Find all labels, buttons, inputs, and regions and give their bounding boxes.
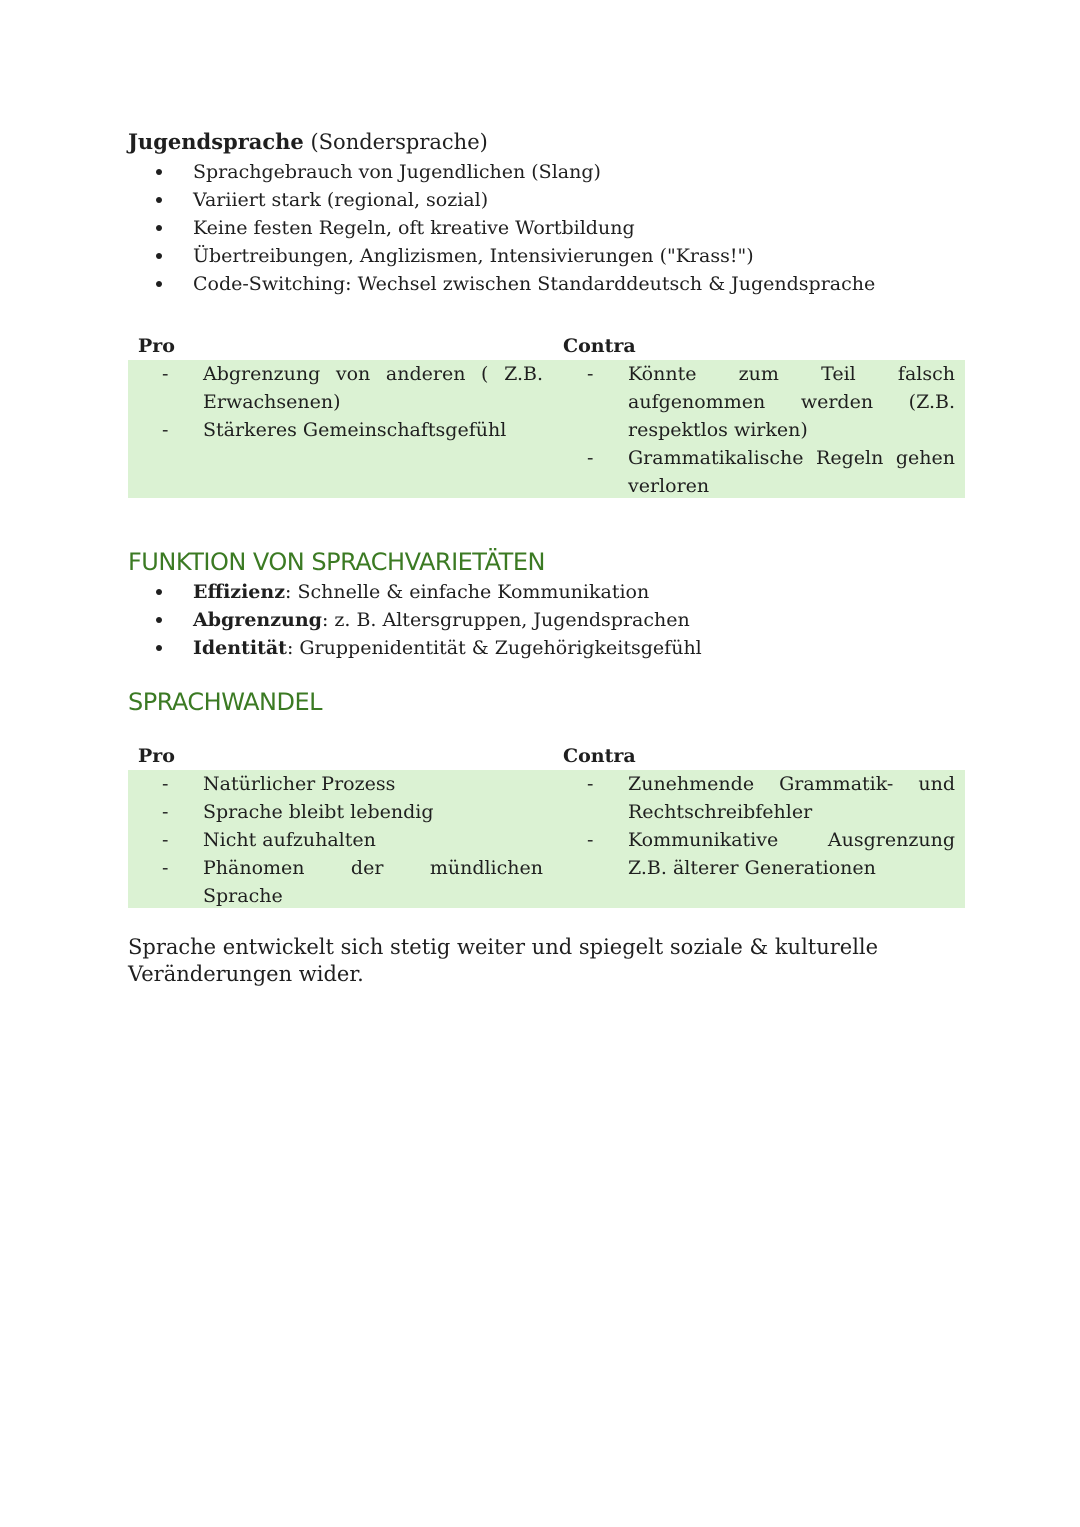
pro-column xyxy=(128,770,553,908)
jugendsprache-procon-table xyxy=(128,328,965,498)
sprachwandel-section-title: SPRACHWANDEL xyxy=(128,688,323,716)
procon-header-row xyxy=(128,738,965,770)
jugendsprache-term: Jugendsprache xyxy=(128,129,304,154)
contra-column xyxy=(553,770,965,908)
pro-header: Pro xyxy=(138,745,175,767)
contra-item: - Kommunikative Ausgrenzung Z.B. älterer Generationen xyxy=(563,826,955,882)
contra-item: - Zunehmende Grammatik- und Rechtschreibfehler xyxy=(563,770,955,826)
item-text: : Schnelle & einfache Kommunikation xyxy=(285,581,650,603)
pro-item: - Natürlicher Prozess xyxy=(138,770,543,798)
contra-item: - Könnte zum Teil falsch aufgenommen werden (Z.B. respektlos wirken) xyxy=(563,360,955,444)
jugendsprache-bullet-list xyxy=(128,158,965,298)
list-item: Übertreibungen, Anglizismen, Intensivierungen ("Krass!") xyxy=(128,242,965,270)
sprachwandel-procon-table xyxy=(128,738,965,908)
list-item: Variiert stark (regional, sozial) xyxy=(128,186,965,214)
item-term: Identität xyxy=(193,637,287,659)
item-term: Effizienz xyxy=(193,581,285,603)
contra-item: - Grammatikalische Regeln gehen verloren xyxy=(563,444,955,500)
item-term: Abgrenzung xyxy=(193,609,322,631)
procon-body-row xyxy=(128,770,965,908)
pro-item: - Sprache bleibt lebendig xyxy=(138,798,543,826)
procon-header-row xyxy=(128,328,965,360)
list-item: Sprachgebrauch von Jugendlichen (Slang) xyxy=(128,158,965,186)
jugendsprache-subtitle: (Sondersprache) xyxy=(303,130,488,154)
pro-item: - Stärkeres Gemeinschaftsgefühl xyxy=(138,416,543,444)
contra-column xyxy=(553,360,965,498)
pro-item: - Nicht aufzuhalten xyxy=(138,826,543,854)
funktion-section-title: FUNKTION VON SPRACHVARIETÄTEN xyxy=(128,548,545,576)
list-item xyxy=(128,606,965,634)
item-text: : z. B. Altersgruppen, Jugendsprachen xyxy=(321,609,690,631)
procon-body-row xyxy=(128,360,965,498)
pro-item: - Phänomen der mündlichen Sprache xyxy=(138,854,543,910)
contra-header: Contra xyxy=(563,335,636,357)
list-item: Code-Switching: Wechsel zwischen Standarddeutsch & Jugendsprache xyxy=(128,270,965,298)
pro-column xyxy=(128,360,553,498)
list-item: Keine festen Regeln, oft kreative Wortbildung xyxy=(128,214,965,242)
closing-paragraph: Sprache entwickelt sich stetig weiter und spiegelt soziale & kulturelle Veränderungen wider. xyxy=(128,935,879,986)
pro-item: - Abgrenzung von anderen ( Z.B. Erwachsenen) xyxy=(138,360,543,416)
funktion-bullet-list xyxy=(128,578,965,662)
list-item xyxy=(128,578,965,606)
list-item xyxy=(128,634,965,662)
jugendsprache-heading xyxy=(128,126,965,158)
page-content xyxy=(128,126,965,988)
contra-header: Contra xyxy=(563,745,636,767)
pro-header: Pro xyxy=(138,335,175,357)
item-text: : Gruppenidentität & Zugehörigkeitsgefühl xyxy=(286,637,702,659)
